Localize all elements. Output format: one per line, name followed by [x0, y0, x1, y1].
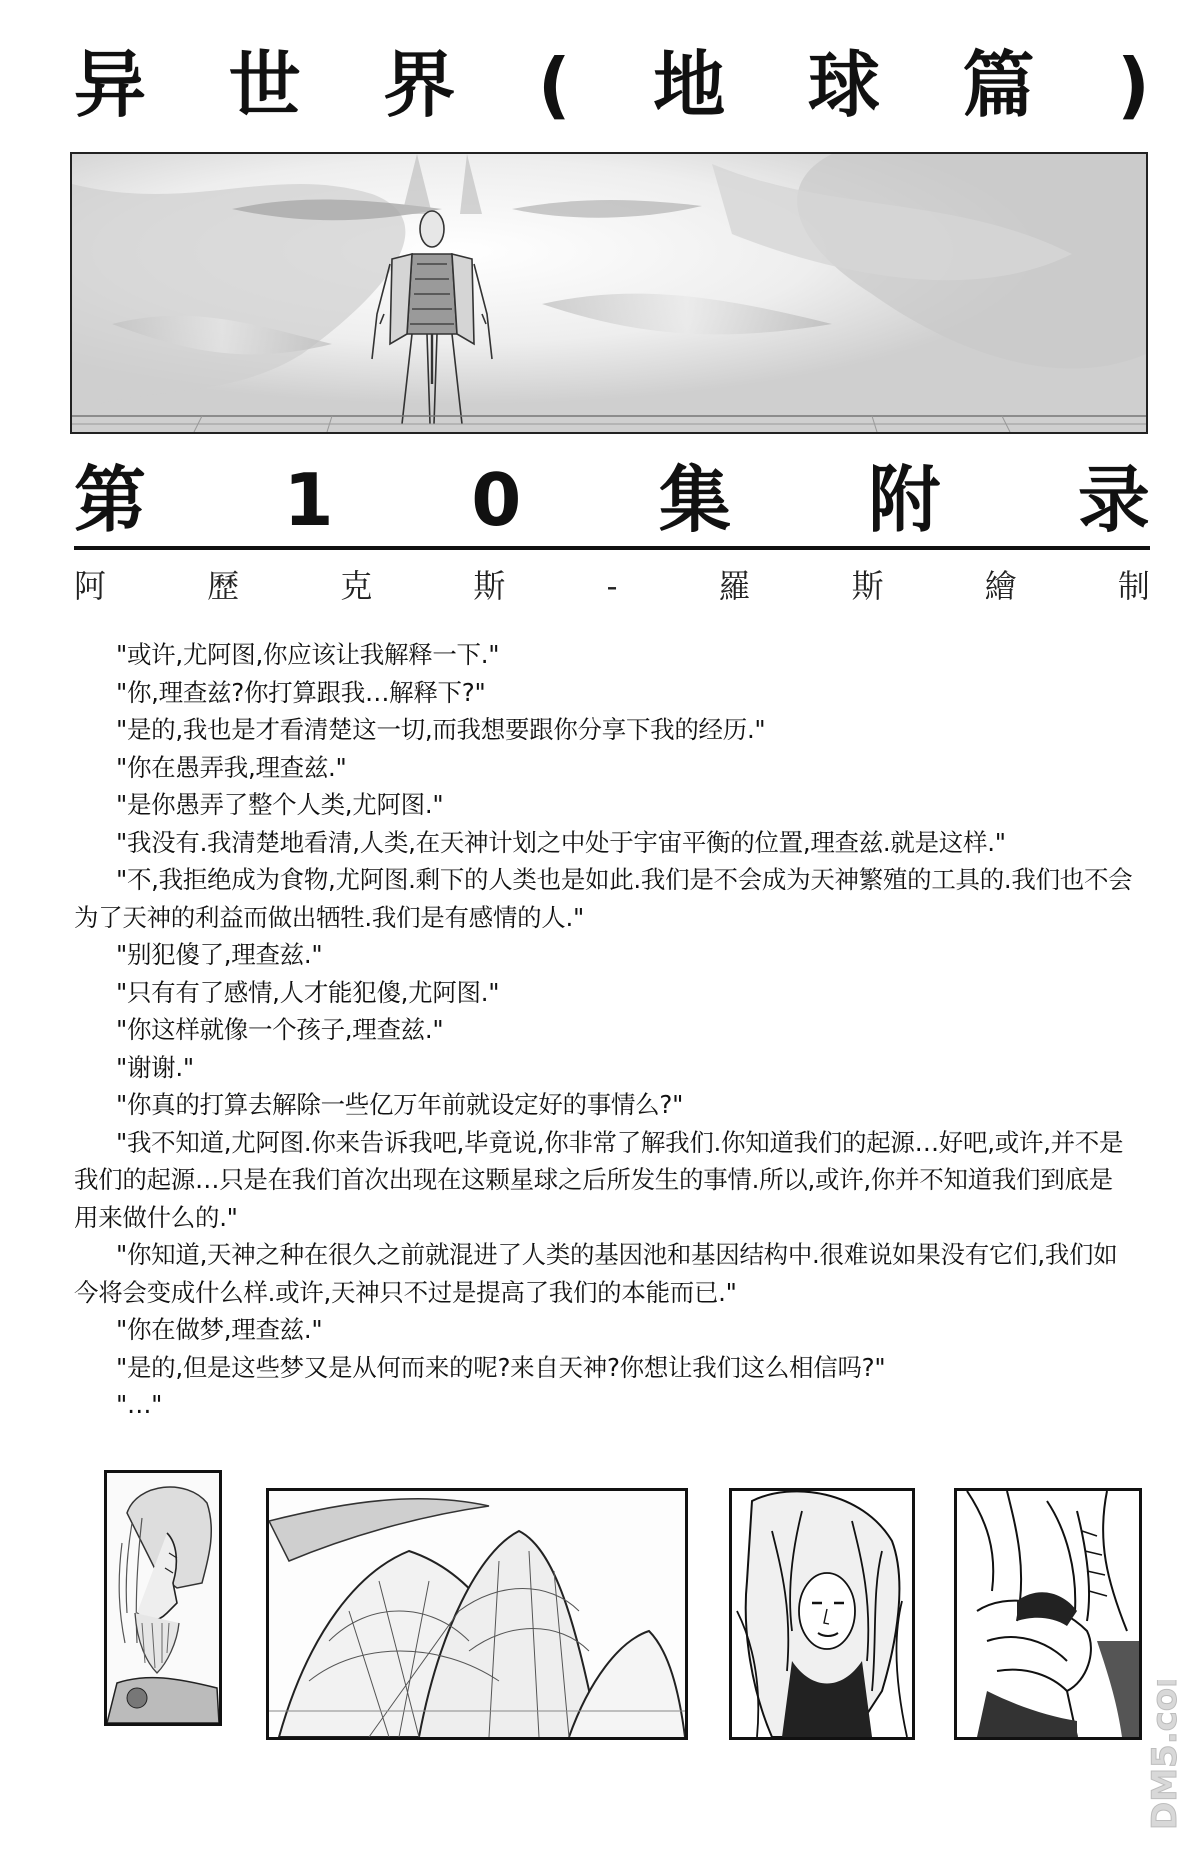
dm5-logo-icon	[1128, 1680, 1188, 1840]
celestial-figure-illustration	[72, 154, 1146, 432]
chapter-char: 0	[471, 458, 522, 542]
dialogue-line: "…"	[116, 1390, 163, 1419]
credit-char: -	[606, 567, 618, 605]
credit-char: 制	[1117, 567, 1150, 605]
dialogue-line: "你知道,天神之种在很久之前就混进了人类的基因池和基因结构中.很难说如果没有它们,我们如今将会变成什么样.或许,天神只不过是提高了我们的本能而已."	[74, 1240, 1118, 1307]
dialogue-line: "你在愚弄我,理查兹."	[116, 752, 347, 782]
chapter-heading	[74, 455, 1150, 545]
title-char: 世	[228, 43, 301, 127]
dialogue-line: "别犯傻了,理查兹."	[116, 940, 323, 969]
dialogue-line: "是的,我也是才看清楚这一切,而我想要跟你分享下我的经历."	[116, 715, 766, 744]
title-char: 球	[807, 43, 880, 127]
chapter-char: 录	[1077, 458, 1150, 542]
credit-char: 繪	[984, 567, 1017, 605]
alien-creature-sketch	[957, 1491, 1139, 1737]
artist-credit	[74, 562, 1150, 610]
dialogue-line: "我没有.我清楚地看清,人类,在天神计划之中处于宇宙平衡的位置,理查兹.就是这样."	[116, 827, 1006, 857]
title-char: 篇	[962, 43, 1035, 127]
hero-illustration	[70, 152, 1148, 434]
watermark-text: DM5.com	[1145, 1680, 1185, 1830]
credit-char: 羅	[718, 567, 751, 605]
dialogue-line: "我不知道,尤阿图.你来告诉我吧,毕竟说,你非常了解我们.你知道我们的起源…好吧,或许,并不是我们的起源…只是在我们首次出现在这颗星球之后所发生的事情.所以,或许,你并不知道我们到底是用来做什么的."	[74, 1127, 1124, 1232]
panel-alien-creature	[954, 1488, 1142, 1740]
page-title	[74, 40, 1150, 130]
dm5-watermark	[1128, 1680, 1188, 1840]
title-char: 地	[653, 43, 726, 127]
credit-char: 斯	[851, 567, 884, 605]
dialogue-line: "是的,但是这些梦又是从何而来的呢?来自天神?你想让我们这么相信吗?"	[116, 1352, 886, 1382]
dialogue-line: "你在做梦,理查兹."	[116, 1315, 323, 1344]
heading-divider	[74, 546, 1150, 550]
panel-woman-portrait	[729, 1488, 915, 1740]
dialogue-line: "你真的打算去解除一些亿万年前就设定好的事情么?"	[116, 1090, 684, 1119]
old-man-sketch	[107, 1473, 219, 1723]
dialogue-text	[74, 636, 1134, 1424]
dialogue-line: "谢谢."	[116, 1052, 194, 1082]
dialogue-line: "或许,尤阿图,你应该让我解释一下."	[116, 640, 500, 669]
title-char: )	[1117, 43, 1150, 127]
title-char: 界	[383, 43, 456, 127]
dialogue-line: "你这样就像一个孩子,理查兹."	[116, 1015, 444, 1044]
dialogue-line: "你,理查兹?你打算跟我…解释下?"	[116, 677, 486, 707]
woman-sketch	[732, 1491, 912, 1737]
title-char: 异	[74, 43, 147, 127]
credit-char: 斯	[473, 567, 506, 605]
title-char: (	[537, 43, 571, 127]
credit-char: 克	[340, 567, 373, 605]
credit-char: 阿	[74, 567, 107, 605]
dialogue-line: "不,我拒绝成为食物,尤阿图.剩下的人类也是如此.我们是不会成为天神繁殖的工具的.我们也不会为了天神的利益而做出牺牲.我们是有感情的人."	[74, 865, 1133, 932]
dialogue-line: "只有有了感情,人才能犯傻,尤阿图."	[116, 977, 500, 1007]
dome-city-sketch	[269, 1491, 685, 1737]
chapter-char: 1	[283, 458, 334, 542]
panel-dome-structure	[266, 1488, 688, 1740]
dialogue-line: "是你愚弄了整个人类,尤阿图."	[116, 790, 444, 819]
chapter-char: 第	[74, 458, 147, 542]
chapter-char: 集	[658, 458, 731, 542]
credit-char: 歷	[207, 567, 240, 605]
chapter-char: 附	[868, 458, 941, 542]
panel-old-man-portrait	[104, 1470, 222, 1726]
